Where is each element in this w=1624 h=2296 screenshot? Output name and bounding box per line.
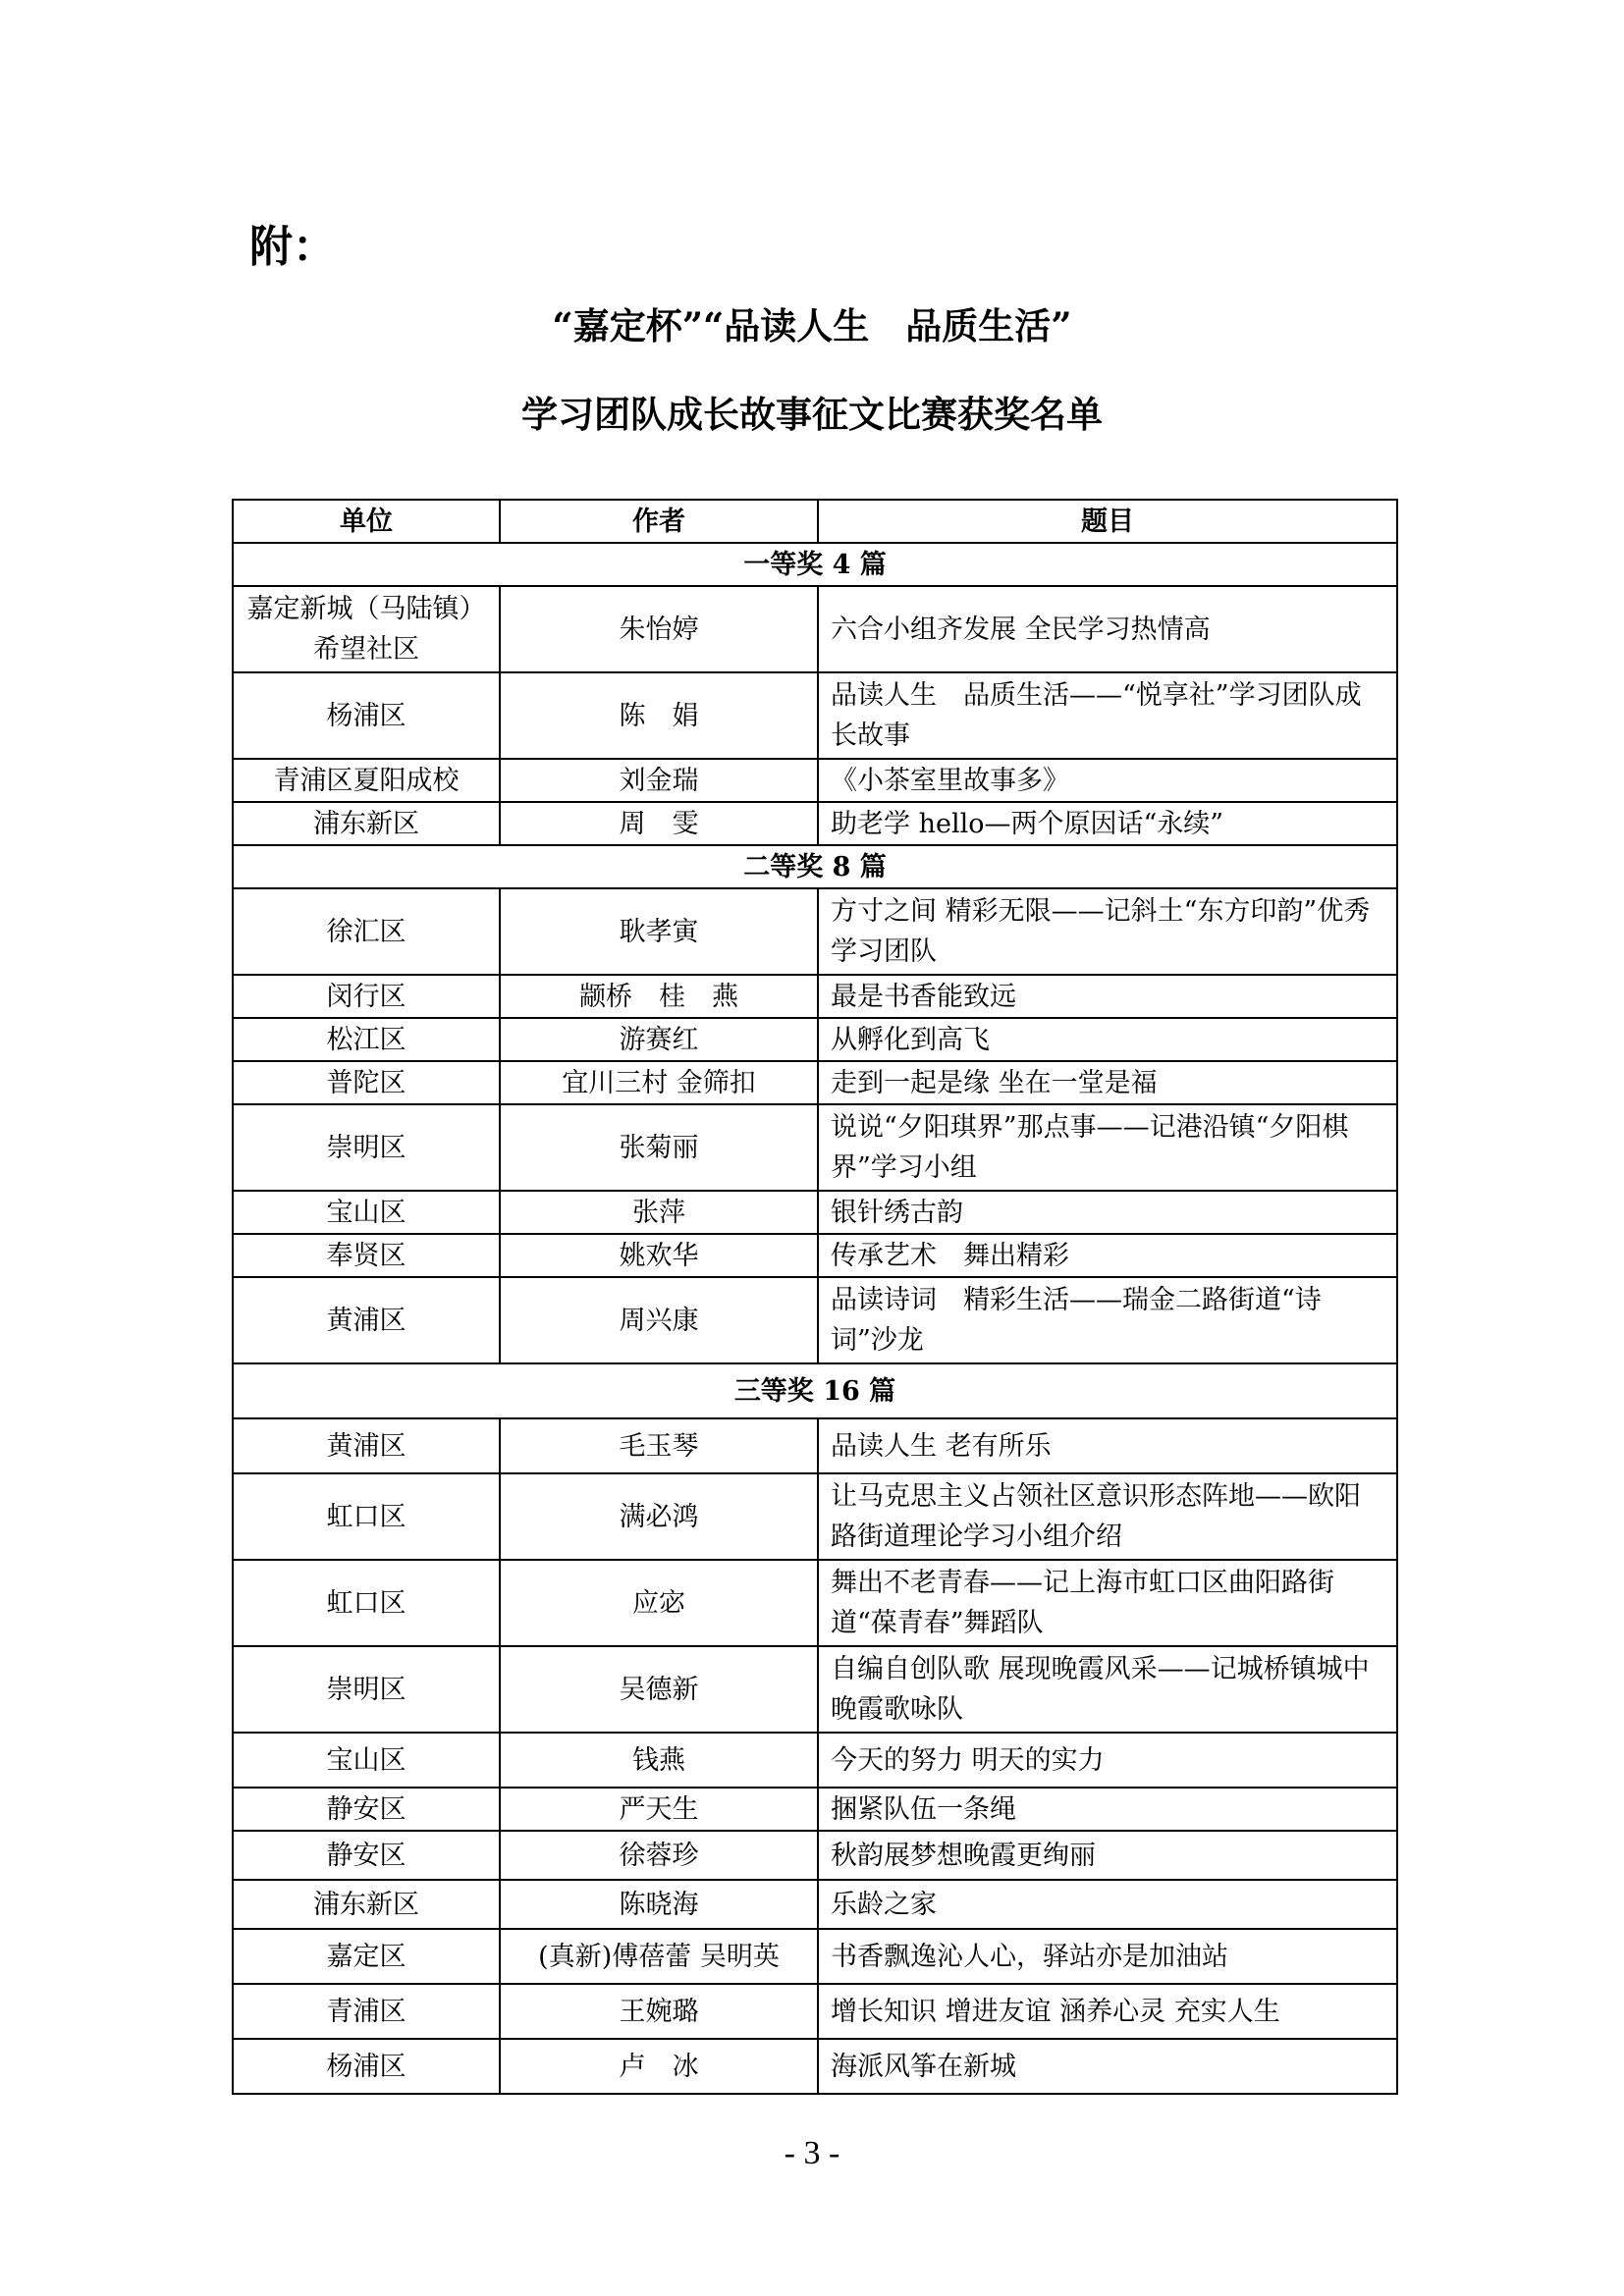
cell-unit: 徐汇区 [233,888,500,975]
cell-title: 海派风筝在新城 [818,2039,1397,2094]
cell-unit: 杨浦区 [233,672,500,759]
award-section-row [233,543,1397,586]
cell-author: 颛桥 桂 燕 [500,975,818,1018]
awards-table [232,499,1398,2095]
cell-author: 陈晓海 [500,1880,818,1929]
award-section-heading: 一等奖 4 篇 [233,543,1397,586]
header-unit: 单位 [233,500,500,543]
cell-title: 走到一起是缘 坐在一堂是福 [818,1061,1397,1104]
cell-author: 朱怡婷 [500,586,818,672]
cell-title: 银针绣古韵 [818,1191,1397,1234]
award-section-heading: 三等奖 16 篇 [233,1363,1397,1418]
cell-title: 自编自创队歌 展现晚霞风采——记城桥镇城中晚霞歌咏队 [818,1646,1397,1733]
cell-author: 应宓 [500,1560,818,1646]
award-section-row [233,1363,1397,1418]
table-row [233,1831,1397,1880]
cell-unit: 普陀区 [233,1061,500,1104]
cell-unit: 嘉定新城（马陆镇）希望社区 [233,586,500,672]
cell-title: 从孵化到高飞 [818,1018,1397,1061]
cell-title: 品读人生 老有所乐 [818,1418,1397,1473]
cell-title: 说说“夕阳琪界”那点事——记港沿镇“夕阳棋界”学习小组 [818,1104,1397,1191]
cell-author: 耿孝寅 [500,888,818,975]
cell-author: 周兴康 [500,1277,818,1363]
table-row [233,1061,1397,1104]
cell-title: 书香飘逸沁人心，驿站亦是加油站 [818,1929,1397,1984]
award-section-row [233,845,1397,888]
cell-title: 助老学 hello—两个原因话“永续” [818,802,1397,845]
table-row [233,802,1397,845]
attachment-label: 附： [249,222,336,272]
cell-unit: 杨浦区 [233,2039,500,2094]
cell-title: 增长知识 增进友谊 涵养心灵 充实人生 [818,1984,1397,2039]
table-header-row [233,500,1397,543]
cell-author: 陈 娟 [500,672,818,759]
document-title-line2: 学习团队成长故事征文比赛获奖名单 [521,393,1103,436]
cell-title: 舞出不老青春——记上海市虹口区曲阳路街道“葆青春”舞蹈队 [818,1560,1397,1646]
cell-unit: 浦东新区 [233,802,500,845]
cell-unit: 浦东新区 [233,1880,500,1929]
table-row [233,1277,1397,1363]
cell-author: 满必鸿 [500,1473,818,1560]
header-author: 作者 [500,500,818,543]
cell-title: 传承艺术 舞出精彩 [818,1234,1397,1277]
cell-author: 吴德新 [500,1646,818,1733]
cell-author: 严天生 [500,1788,818,1831]
page-number: - 3 - [784,2135,840,2171]
cell-unit: 宝山区 [233,1733,500,1788]
cell-title: 捆紧队伍一条绳 [818,1788,1397,1831]
table-row [233,1733,1397,1788]
cell-title: 六合小组齐发展 全民学习热情高 [818,586,1397,672]
table-row [233,586,1397,672]
cell-author: 游赛红 [500,1018,818,1061]
table-row [233,1191,1397,1234]
table-row [233,888,1397,975]
table-row [233,1104,1397,1191]
table-row [233,759,1397,802]
award-section-heading: 二等奖 8 篇 [233,845,1397,888]
cell-unit: 崇明区 [233,1646,500,1733]
cell-unit: 虹口区 [233,1560,500,1646]
cell-unit: 嘉定区 [233,1929,500,1984]
cell-title: 乐龄之家 [818,1880,1397,1929]
cell-author: 张菊丽 [500,1104,818,1191]
cell-unit: 闵行区 [233,975,500,1018]
cell-author: 钱燕 [500,1733,818,1788]
cell-author: 姚欢华 [500,1234,818,1277]
cell-author: 张萍 [500,1191,818,1234]
table-row [233,975,1397,1018]
cell-unit: 黄浦区 [233,1277,500,1363]
table-row [233,1560,1397,1646]
cell-author: 毛玉琴 [500,1418,818,1473]
cell-author: 王婉璐 [500,1984,818,2039]
table-row [233,1418,1397,1473]
cell-unit: 奉贤区 [233,1234,500,1277]
cell-title: 方寸之间 精彩无限——记斜土“东方印韵”优秀学习团队 [818,888,1397,975]
table-row [233,1929,1397,1984]
cell-author: 宜川三村 金筛扣 [500,1061,818,1104]
cell-author: 卢 冰 [500,2039,818,2094]
cell-author: 刘金瑞 [500,759,818,802]
cell-unit: 虹口区 [233,1473,500,1560]
cell-unit: 黄浦区 [233,1418,500,1473]
cell-unit: 静安区 [233,1788,500,1831]
cell-author: 周 雯 [500,802,818,845]
cell-author: 徐蓉珍 [500,1831,818,1880]
table-row [233,1788,1397,1831]
cell-title: 秋韵展梦想晚霞更绚丽 [818,1831,1397,1880]
table-row [233,2039,1397,2094]
cell-unit: 松江区 [233,1018,500,1061]
cell-title: 让马克思主义占领社区意识形态阵地——欧阳路街道理论学习小组介绍 [818,1473,1397,1560]
cell-title: 品读人生 品质生活——“悦享社”学习团队成长故事 [818,672,1397,759]
table-row [233,1018,1397,1061]
cell-unit: 青浦区夏阳成校 [233,759,500,802]
table-row [233,1473,1397,1560]
cell-unit: 宝山区 [233,1191,500,1234]
header-title: 题目 [818,500,1397,543]
table-row [233,1646,1397,1733]
cell-unit: 崇明区 [233,1104,500,1191]
table-body [233,543,1397,2094]
cell-title: 品读诗词 精彩生活——瑞金二路街道“诗词”沙龙 [818,1277,1397,1363]
cell-title: 《小茶室里故事多》 [818,759,1397,802]
cell-title: 最是书香能致远 [818,975,1397,1018]
table-row [233,672,1397,759]
cell-unit: 青浦区 [233,1984,500,2039]
cell-title: 今天的努力 明天的实力 [818,1733,1397,1788]
cell-unit: 静安区 [233,1831,500,1880]
document-title-line1: “嘉定杯”“品读人生 品质生活” [552,304,1072,347]
cell-author: (真新)傅蓓蕾 吴明英 [500,1929,818,1984]
table-row [233,1234,1397,1277]
table-row [233,1984,1397,2039]
table-row [233,1880,1397,1929]
